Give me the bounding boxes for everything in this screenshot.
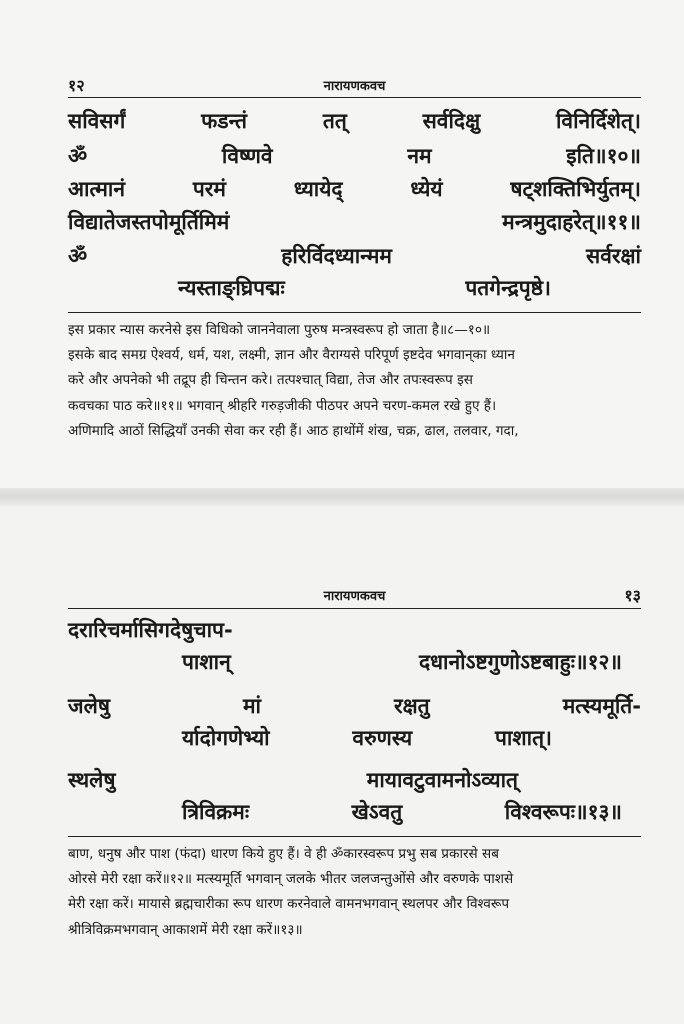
verse-word: ध्येयं [410,177,443,201]
verse-line [182,796,622,828]
verse-word: विष्णवे [221,144,273,168]
verse-word: मन्त्रमुदाहरेत्॥११॥ [502,210,641,234]
verse-word: फडन्तं [201,109,248,133]
book-page-13 [0,506,684,1024]
verse-word: र्यादोगणेभ्यो [182,726,270,750]
verse-word: नम [407,144,432,168]
translation-line: करे और अपनेको भी तद्रूप ही चिन्तन करे। तत्पश्चात् विद्या, तेज और तपःस्वरूप इस [68,372,473,389]
verse-word: जलेषु [68,694,110,718]
page-number: १२ [68,76,85,95]
verse-word: आत्मानं [68,177,126,201]
verse-line [178,272,551,304]
verse-word: परमं [192,177,226,201]
translation-line: ओरसे मेरी रक्षा करें॥१२॥ मत्स्यमूर्ति भगवान् जलके भीतर जलजन्तुओंसे और वरुणके पाशसे [68,871,514,888]
verse-word: स्थलेषु [68,768,116,792]
verse-word: मां [243,694,261,718]
verse-word: पाशात्। [494,726,552,750]
page-number: १३ [624,586,641,605]
header-rule [68,97,641,98]
verse-word: न्यस्ताङ्घ्रिपद्मः [178,276,285,300]
verse-line [68,206,641,238]
page-header [68,74,641,96]
verse-line [68,614,641,646]
running-title: नारायणकवच [323,79,386,94]
translation-line: अणिमादि आठों सिद्धियाँ उनकी सेवा कर रही हैं। आठ हाथोंमें शंख, चक्र, ढाल, तलवार, गदा, [68,422,519,439]
verse-line [68,105,641,137]
verse-word: सविसर्गं [68,109,126,133]
page-header [68,584,641,606]
verse-word: ॐ [68,244,88,268]
verse-word: इति॥१०॥ [566,144,641,168]
verse-line [68,173,641,205]
header-rule [68,608,641,609]
verse-word: रक्षतु [394,694,430,718]
verse-rule [68,836,641,837]
verse-line [68,240,641,272]
verse-word: दधानोऽष्टगुणोऽष्टबाहुः॥१२॥ [418,650,622,674]
verse-word: खेऽवतु [351,800,403,824]
book-page-12 [0,0,684,488]
translation-block [68,842,641,943]
verse-rule [68,312,641,313]
verse-word: तत् [322,109,347,133]
verse-word: षट्शक्तिभिर्युतम्। [510,177,641,201]
translation-line: इस प्रकार न्यास करनेसे इस विधिको जाननेवाला पुरुष मन्त्रस्वरूप हो जाता है॥८—१०॥ [68,322,491,338]
verse-line [182,722,552,754]
verse-word: विश्वरूपः॥१३॥ [504,800,622,824]
verse-line [68,140,641,172]
verse-word: त्रिविक्रमः [182,800,250,824]
translation-line: कवचका पाठ करे॥११॥ भगवान् श्रीहरि गरुड़जीकी पीठपर अपने चरण-कमल रखे हुए हैं। [68,397,497,414]
verse-word: पतगेन्द्रपृष्ठे। [465,276,551,300]
verse-line [68,690,641,722]
translation-line: इसके बाद समग्र ऐश्वर्य, धर्म, यश, लक्ष्मी, ज्ञान और वैराग्यसे परिपूर्ण इष्टदेव भगवान्‌का ध्यान [68,347,515,364]
verse-word: सर्वरक्षां [586,244,641,268]
verse-word: विनिर्दिशेत्। [555,109,641,133]
verse-word: मत्स्यमूर्ति- [562,694,641,718]
verse-line [68,764,518,796]
translation-line: बाण, धनुष और पाश (फंदा) धारण किये हुए हैं। वे ही ॐकारस्वरूप प्रभु सब प्रकारसे सब [68,846,499,862]
translation-line: मेरी रक्षा करें। मायासे ब्रह्मचारीका रूप धारण करनेवाले वामनभगवान् स्थलपर और विश्वरूप [68,896,510,913]
translation-line: श्रीत्रिविक्रमभगवान् आकाशमें मेरी रक्षा करें॥१३॥ [68,921,303,938]
translation-block [68,318,641,444]
verse-word: मायावटुवामनोऽव्यात् [366,768,518,792]
verse-word: हरिर्विदध्यान्मम [281,244,392,268]
verse-word: ॐ [68,144,88,168]
running-title: नारायणकवच [323,589,386,604]
verse-word: ध्यायेद् [293,177,343,201]
verse-word: पाशान् [182,650,231,674]
verse-word: सर्वदिक्षु [422,109,481,133]
page-fold [0,488,684,506]
verse-word: दरारिचर्मासिगदेषुचाप- [68,618,233,642]
verse-line [182,646,622,678]
verse-word: वरुणस्य [352,726,413,750]
verse-word: विद्यातेजस्तपोमूर्तिमिमं [68,210,230,234]
